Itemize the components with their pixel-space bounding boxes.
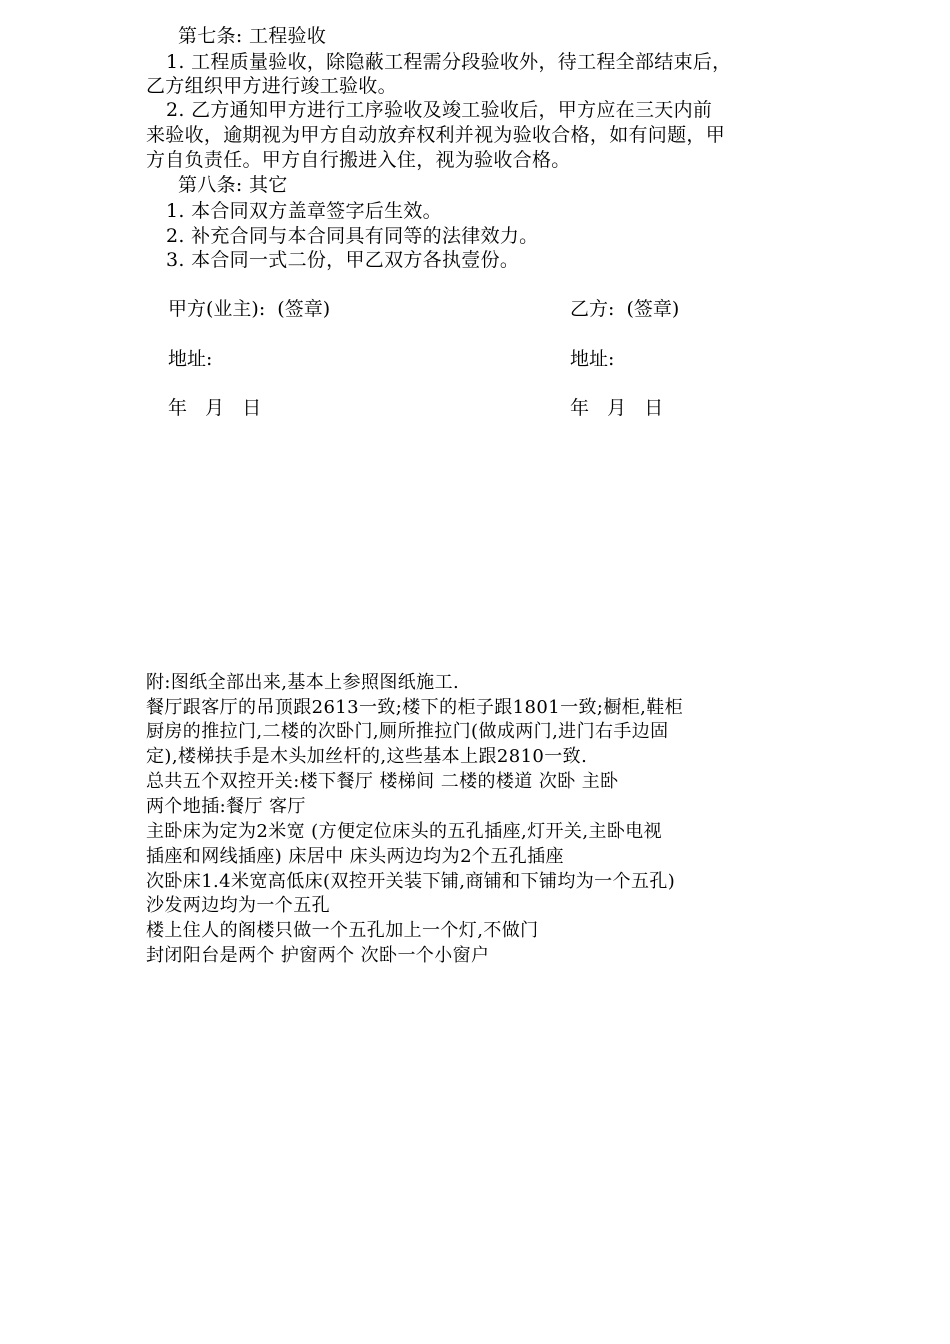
party-a-signature-label: 甲方(业主): (签章): [168, 298, 331, 320]
party-b-signature-label: 乙方: (签章): [570, 298, 680, 320]
article-8-heading: 第八条: 其它: [178, 174, 288, 196]
note-line-10: 沙发两边均为一个五孔: [146, 895, 330, 916]
party-b-date-label: 年 月 日: [570, 397, 664, 419]
note-line-2: 餐厅跟客厅的吊顶跟2613一致;楼下的柜子跟1801一致;橱柜,鞋柜: [146, 697, 684, 718]
note-line-12: 封闭阳台是两个 护窗两个 次卧一个小窗户: [146, 945, 490, 966]
note-line-1: 附:图纸全部出来,基本上参照图纸施工.: [146, 672, 460, 693]
article-7-item-2-line-1: 2. 乙方通知甲方进行工序验收及竣工验收后，甲方应在三天内前: [166, 99, 713, 121]
note-line-6: 两个地插:餐厅 客厅: [146, 796, 306, 817]
article-7-item-1-line-1: 1. 工程质量验收，除隐蔽工程需分段验收外，待工程全部结束后，: [166, 51, 732, 73]
note-line-9: 次卧床1.4米宽高低床(双控开关装下铺,商铺和下铺均为一个五孔): [146, 871, 676, 892]
note-line-4: 定),楼梯扶手是木头加丝杆的,这些基本上跟2810一致.: [146, 746, 588, 767]
article-7-item-2-line-2: 来验收，逾期视为甲方自动放弃权利并视为验收合格，如有问题，甲: [146, 124, 726, 146]
note-line-7: 主卧床为定为2米宽 (方便定位床头的五孔插座,灯开关,主卧电视: [146, 821, 663, 842]
article-8-item-1: 1. 本合同双方盖章签字后生效。: [166, 200, 442, 222]
party-a-address-label: 地址:: [168, 348, 213, 370]
article-7-heading: 第七条: 工程验收: [178, 25, 327, 47]
note-line-11: 楼上住人的阁楼只做一个五孔加上一个灯,不做门: [146, 920, 539, 941]
article-7-item-1-line-2: 乙方组织甲方进行竣工验收。: [146, 75, 397, 97]
note-line-5: 总共五个双控开关:楼下餐厅 楼梯间 二楼的楼道 次卧 主卧: [146, 771, 619, 792]
article-7-item-2-line-3: 方自负责任。甲方自行搬进入住，视为验收合格。: [146, 149, 571, 171]
party-b-address-label: 地址:: [570, 348, 615, 370]
article-8-item-3: 3. 本合同一式二份，甲乙双方各执壹份。: [166, 249, 520, 271]
party-a-date-label: 年 月 日: [168, 397, 262, 419]
note-line-8: 插座和网线插座) 床居中 床头两边均为2个五孔插座: [146, 846, 564, 867]
article-8-item-2: 2. 补充合同与本合同具有同等的法律效力。: [166, 225, 539, 247]
note-line-3: 厨房的推拉门,二楼的次卧门,厕所推拉门(做成两门,进门右手边固: [146, 721, 669, 742]
